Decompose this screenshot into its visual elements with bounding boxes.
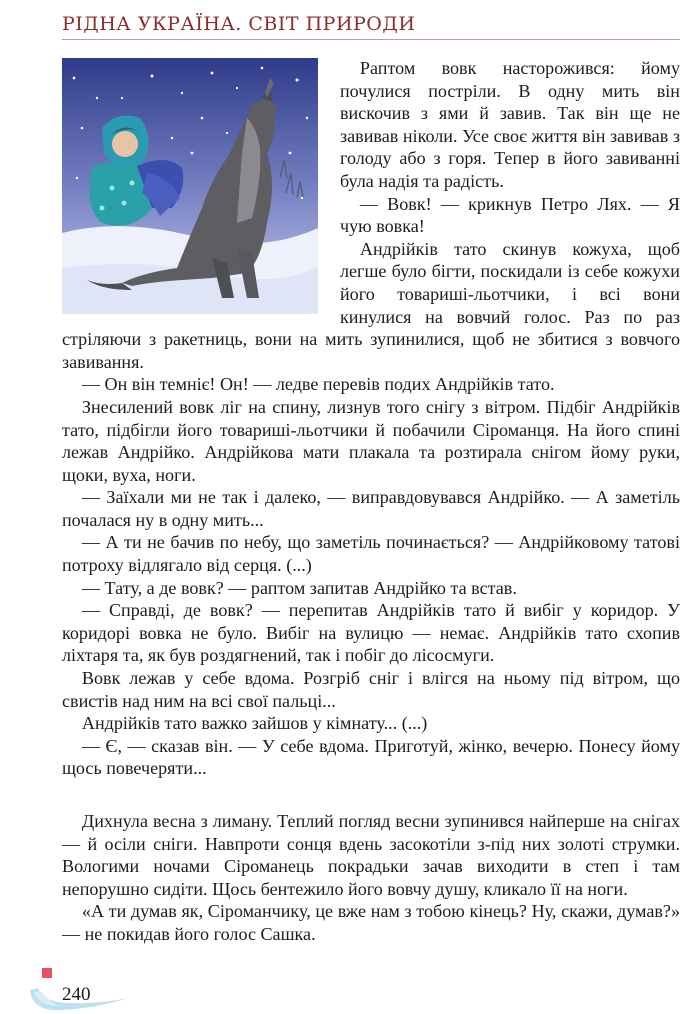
paragraph: Вовк лежав у себе вдома. Розгріб сніг і влігся на ньому під вітром, що свистів над ним на всі свої пальці... <box>62 668 680 711</box>
paragraph: «А ти думав як, Сіроманчику, це вже нам з тобою кінець? Ну, скажи, думав?» — не покидав його голос Сашка. <box>62 901 680 944</box>
paragraph: — Он він темніє! Он! — ледве перевів подих Андрійків тато. <box>81 374 555 395</box>
paragraph: Раптом вовк насторожився: йому почулися постріли. В одну мить він вискочив з ями й завив. Так він ще не завивав ніколи. Усе своє життя він завивав з голоду або з горя. Тепер в його завиванні була надія та радість. <box>340 58 680 191</box>
paragraph: — Справді, де вовк? — перепитав Андрійків тато й вибіг у коридор. У коридорі вовка не було. Вибіг на вулицю — немає. Андрійків тато схопив ліхтаря та, як був роздягнений, так і побіг до лісосмуги. <box>62 600 680 666</box>
paragraph: — А ти не бачив по небу, що заметіль починається? — Андрійковому татові потроху відлягало від серця. (...) <box>62 532 680 576</box>
running-header: РІДНА УКРАЇНА. СВІТ ПРИРОДИ <box>62 13 680 40</box>
paragraph: — Заїхали ми не так і далеко, — виправдовувався Андрійко. — А заметіль почалася ну в одну мить... <box>62 487 680 530</box>
paragraph: — Вовк! — крикнув Петро Лях. — Я чую вовка! <box>340 193 680 237</box>
paragraph: Андрійків тато важко зайшов у кімнату... (...) <box>81 713 428 734</box>
wolf-howling-illustration <box>62 58 318 314</box>
page-number: 240 <box>62 984 91 1005</box>
story-text <box>62 57 680 946</box>
paragraph: — Є, — сказав він. — У себе вдома. Приготуй, жінко, вечерю. Понесу йому щось повечеряти... <box>62 735 680 779</box>
paragraph: Андрійків тато скинув кожуха, щоб легше було бігти, поскидали із себе кожухи його товариші-льотчики, і всі вони кинулися на вовчий голос. Раз по раз стріляючи з ракетниць, вони на мить зупинилися, щоб не збитися з вовчого завивання. <box>62 238 680 372</box>
red-square-icon <box>42 968 52 978</box>
paragraph: Знесилений вовк ліг на спину, лизнув того снігу з вітром. Підбіг Андрійків тато, підбігли його товариші-льотчики й побачили Сіроманця. На його спині лежав Андрійко. Андрійкова мати плакала та розтирала снігом йому руки, щоки, вуха, ноги. <box>62 396 680 485</box>
paragraph: Дихнула весна з лиману. Теплий погляд весни зупинився найперше на снігах — й осіли сніги. Навпроти сонця вдень засокотіли з-під них золоті струмки. Вологими ночами Сіроманець покрадьки зачав виходити в степ і там непорушно сидіти. Щось бентежило його вовчу душу, кликало її на ноги. <box>62 811 680 899</box>
paragraph: — Тату, а де вовк? — раптом запитав Андрійко та встав. <box>81 577 517 598</box>
